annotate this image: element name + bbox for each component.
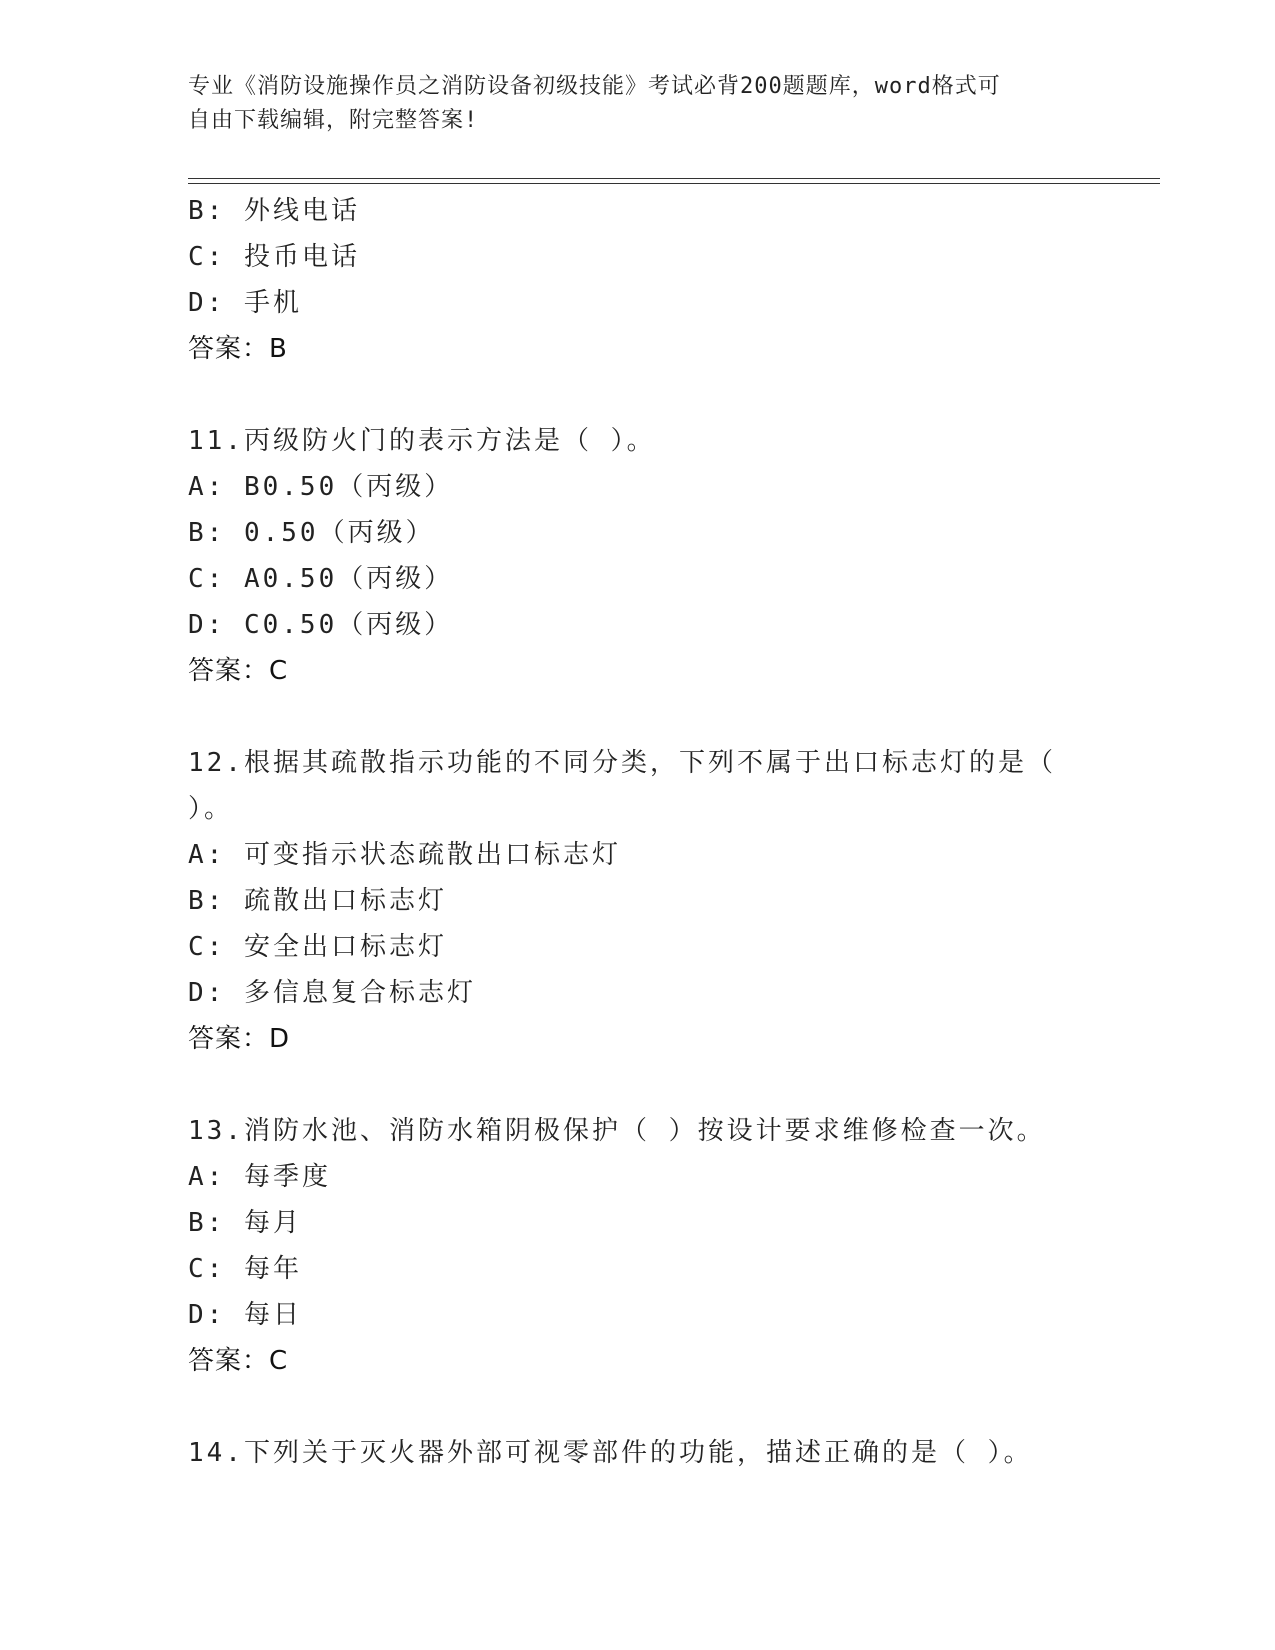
question-text: 14.下列关于灭火器外部可视零部件的功能，描述正确的是（ ）。 <box>188 1438 1033 1468</box>
option-b: B: 0.50（丙级） <box>188 518 435 548</box>
header-divider-bottom <box>188 183 1160 184</box>
question-block-10 <box>188 188 1088 372</box>
question-block-11 <box>188 418 1088 694</box>
answer-line: 答案：D <box>188 1024 291 1054</box>
option-a: A: 可变指示状态疏散出口标志灯 <box>188 840 621 870</box>
option-a: A: 每季度 <box>188 1162 331 1192</box>
spacer <box>188 1062 1088 1108</box>
question-text-line-1: 12.根据其疏散指示功能的不同分类，下列不属于出口标志灯的是（ <box>188 748 1056 778</box>
question-text: 11.丙级防火门的表示方法是（ ）。 <box>188 426 656 456</box>
option-b: B: 疏散出口标志灯 <box>188 886 447 916</box>
question-block-12 <box>188 740 1088 1062</box>
option-d: D: 手机 <box>188 288 302 318</box>
document-header <box>188 70 1088 138</box>
answer-line: 答案：C <box>188 656 289 686</box>
option-c: C: 安全出口标志灯 <box>188 932 447 962</box>
option-c: C: 投币电话 <box>188 242 360 272</box>
spacer <box>188 1384 1088 1430</box>
option-c: C: 每年 <box>188 1254 302 1284</box>
header-divider-top <box>188 178 1160 179</box>
answer-line: 答案：B <box>188 334 288 364</box>
option-b: B: 每月 <box>188 1208 302 1238</box>
header-line-2: 自由下载编辑，附完整答案! <box>188 108 479 133</box>
header-line-1: 专业《消防设施操作员之消防设备初级技能》考试必背200题题库，word格式可 <box>188 74 1001 99</box>
option-d: D: C0.50（丙级） <box>188 610 454 640</box>
question-block-14 <box>188 1430 1088 1476</box>
question-text: 13.消防水池、消防水箱阴极保护（ ）按设计要求维修检查一次。 <box>188 1116 1046 1146</box>
option-d: D: 多信息复合标志灯 <box>188 978 476 1008</box>
spacer <box>188 372 1088 418</box>
option-d: D: 每日 <box>188 1300 302 1330</box>
option-b: B: 外线电话 <box>188 196 360 226</box>
question-block-13 <box>188 1108 1088 1384</box>
answer-line: 答案：C <box>188 1346 289 1376</box>
question-text-line-2: ）。 <box>188 794 234 824</box>
spacer <box>188 694 1088 740</box>
question-list <box>188 188 1088 1476</box>
option-a: A: B0.50（丙级） <box>188 472 454 502</box>
option-c: C: A0.50（丙级） <box>188 564 454 594</box>
